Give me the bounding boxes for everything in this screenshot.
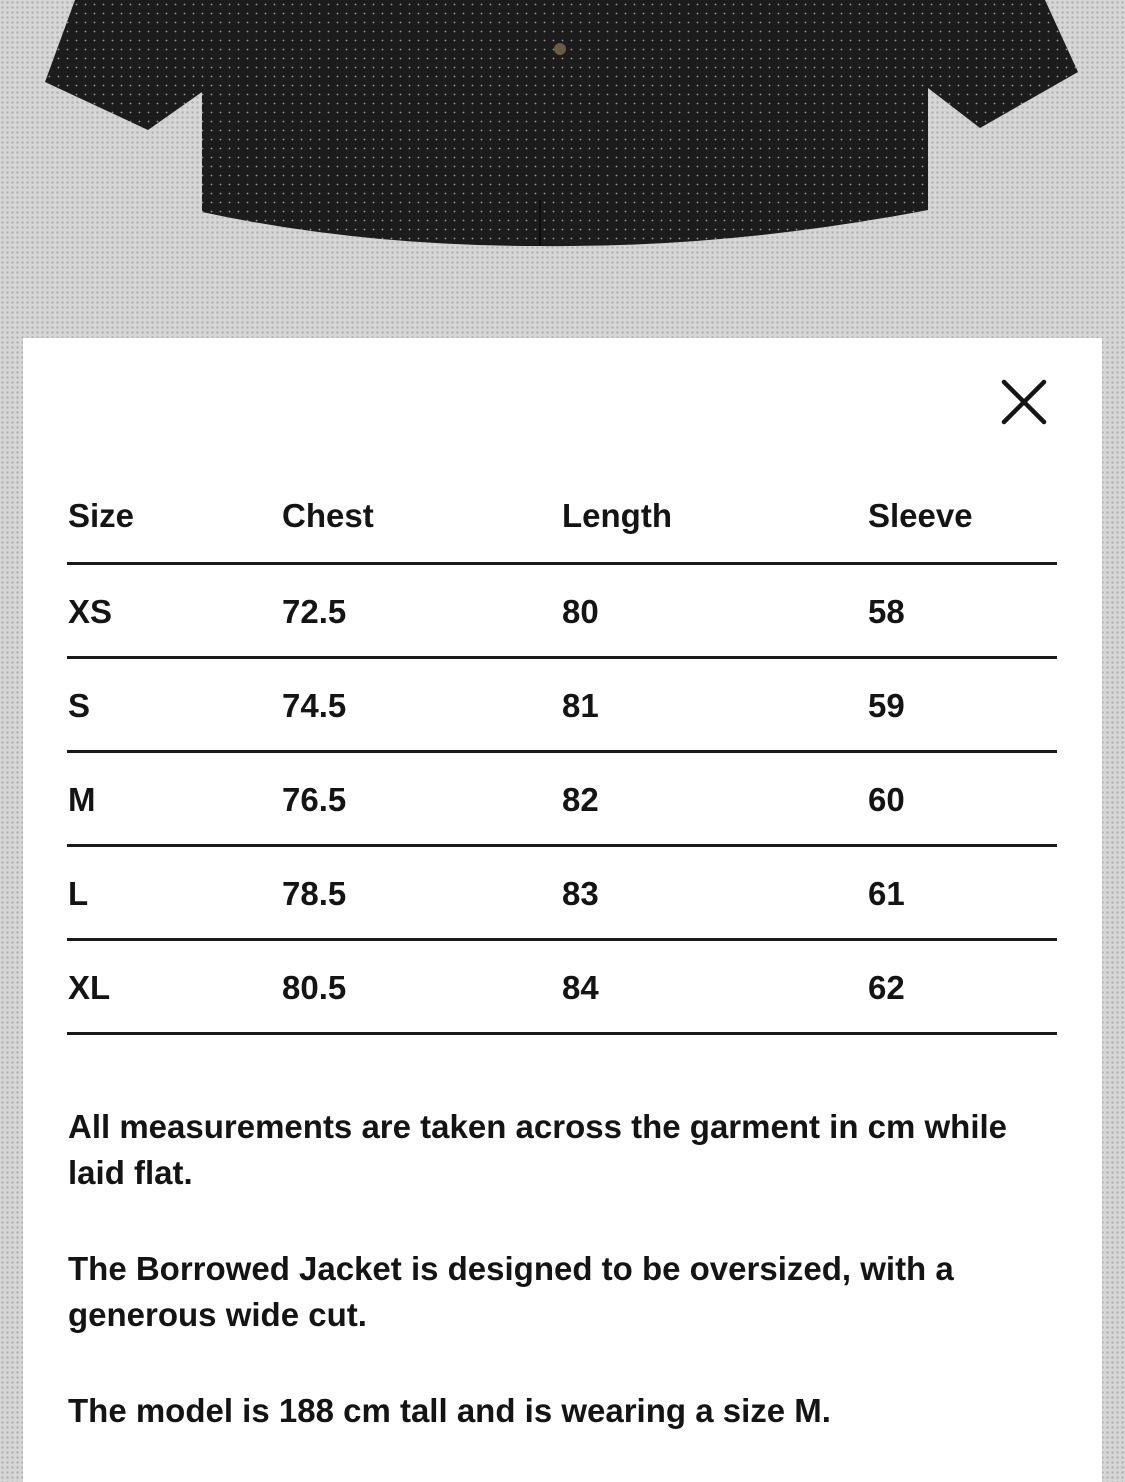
table-header-row [67,474,1057,565]
model-note: The model is 188 cm tall and is wearing a size M. [68,1392,831,1429]
measurement-note: All measurements are taken across the garment in cm while laid flat. [68,1108,1008,1191]
cell-sleeve: 59 [868,687,905,724]
size-notes [68,1104,1058,1434]
cell-sleeve: 61 [868,875,905,912]
product-image [0,0,1125,330]
header-size: Size [68,497,135,534]
table-row [67,565,1057,659]
cell-chest: 72.5 [282,593,347,630]
header-length: Length [562,497,672,534]
cell-chest: 76.5 [282,781,347,818]
cell-size: XS [68,593,113,630]
header-chest: Chest [282,497,374,534]
cell-length: 84 [562,969,599,1006]
cell-chest: 78.5 [282,875,347,912]
table-row [67,753,1057,847]
table-row [67,941,1057,1035]
cell-length: 80 [562,593,599,630]
cell-length: 81 [562,687,599,724]
jacket-button [554,43,566,55]
cell-size: S [68,687,91,724]
table-row [67,847,1057,941]
cell-chest: 74.5 [282,687,347,724]
jacket-dot-pattern [45,0,1078,246]
header-sleeve: Sleeve [868,497,973,534]
cell-sleeve: 58 [868,593,905,630]
cell-chest: 80.5 [282,969,347,1006]
close-button[interactable] [1000,378,1048,426]
fit-note: The Borrowed Jacket is designed to be oversized, with a generous wide cut. [68,1250,954,1333]
cell-sleeve: 60 [868,781,905,818]
jacket-illustration [0,0,1125,330]
size-guide-modal [23,338,1102,1482]
cell-size: XL [68,969,111,1006]
cell-sleeve: 62 [868,969,905,1006]
table-row [67,659,1057,753]
cell-size: M [68,781,96,818]
close-icon [1000,378,1048,426]
cell-length: 83 [562,875,599,912]
cell-size: L [68,875,89,912]
cell-length: 82 [562,781,599,818]
size-table [67,474,1057,1035]
